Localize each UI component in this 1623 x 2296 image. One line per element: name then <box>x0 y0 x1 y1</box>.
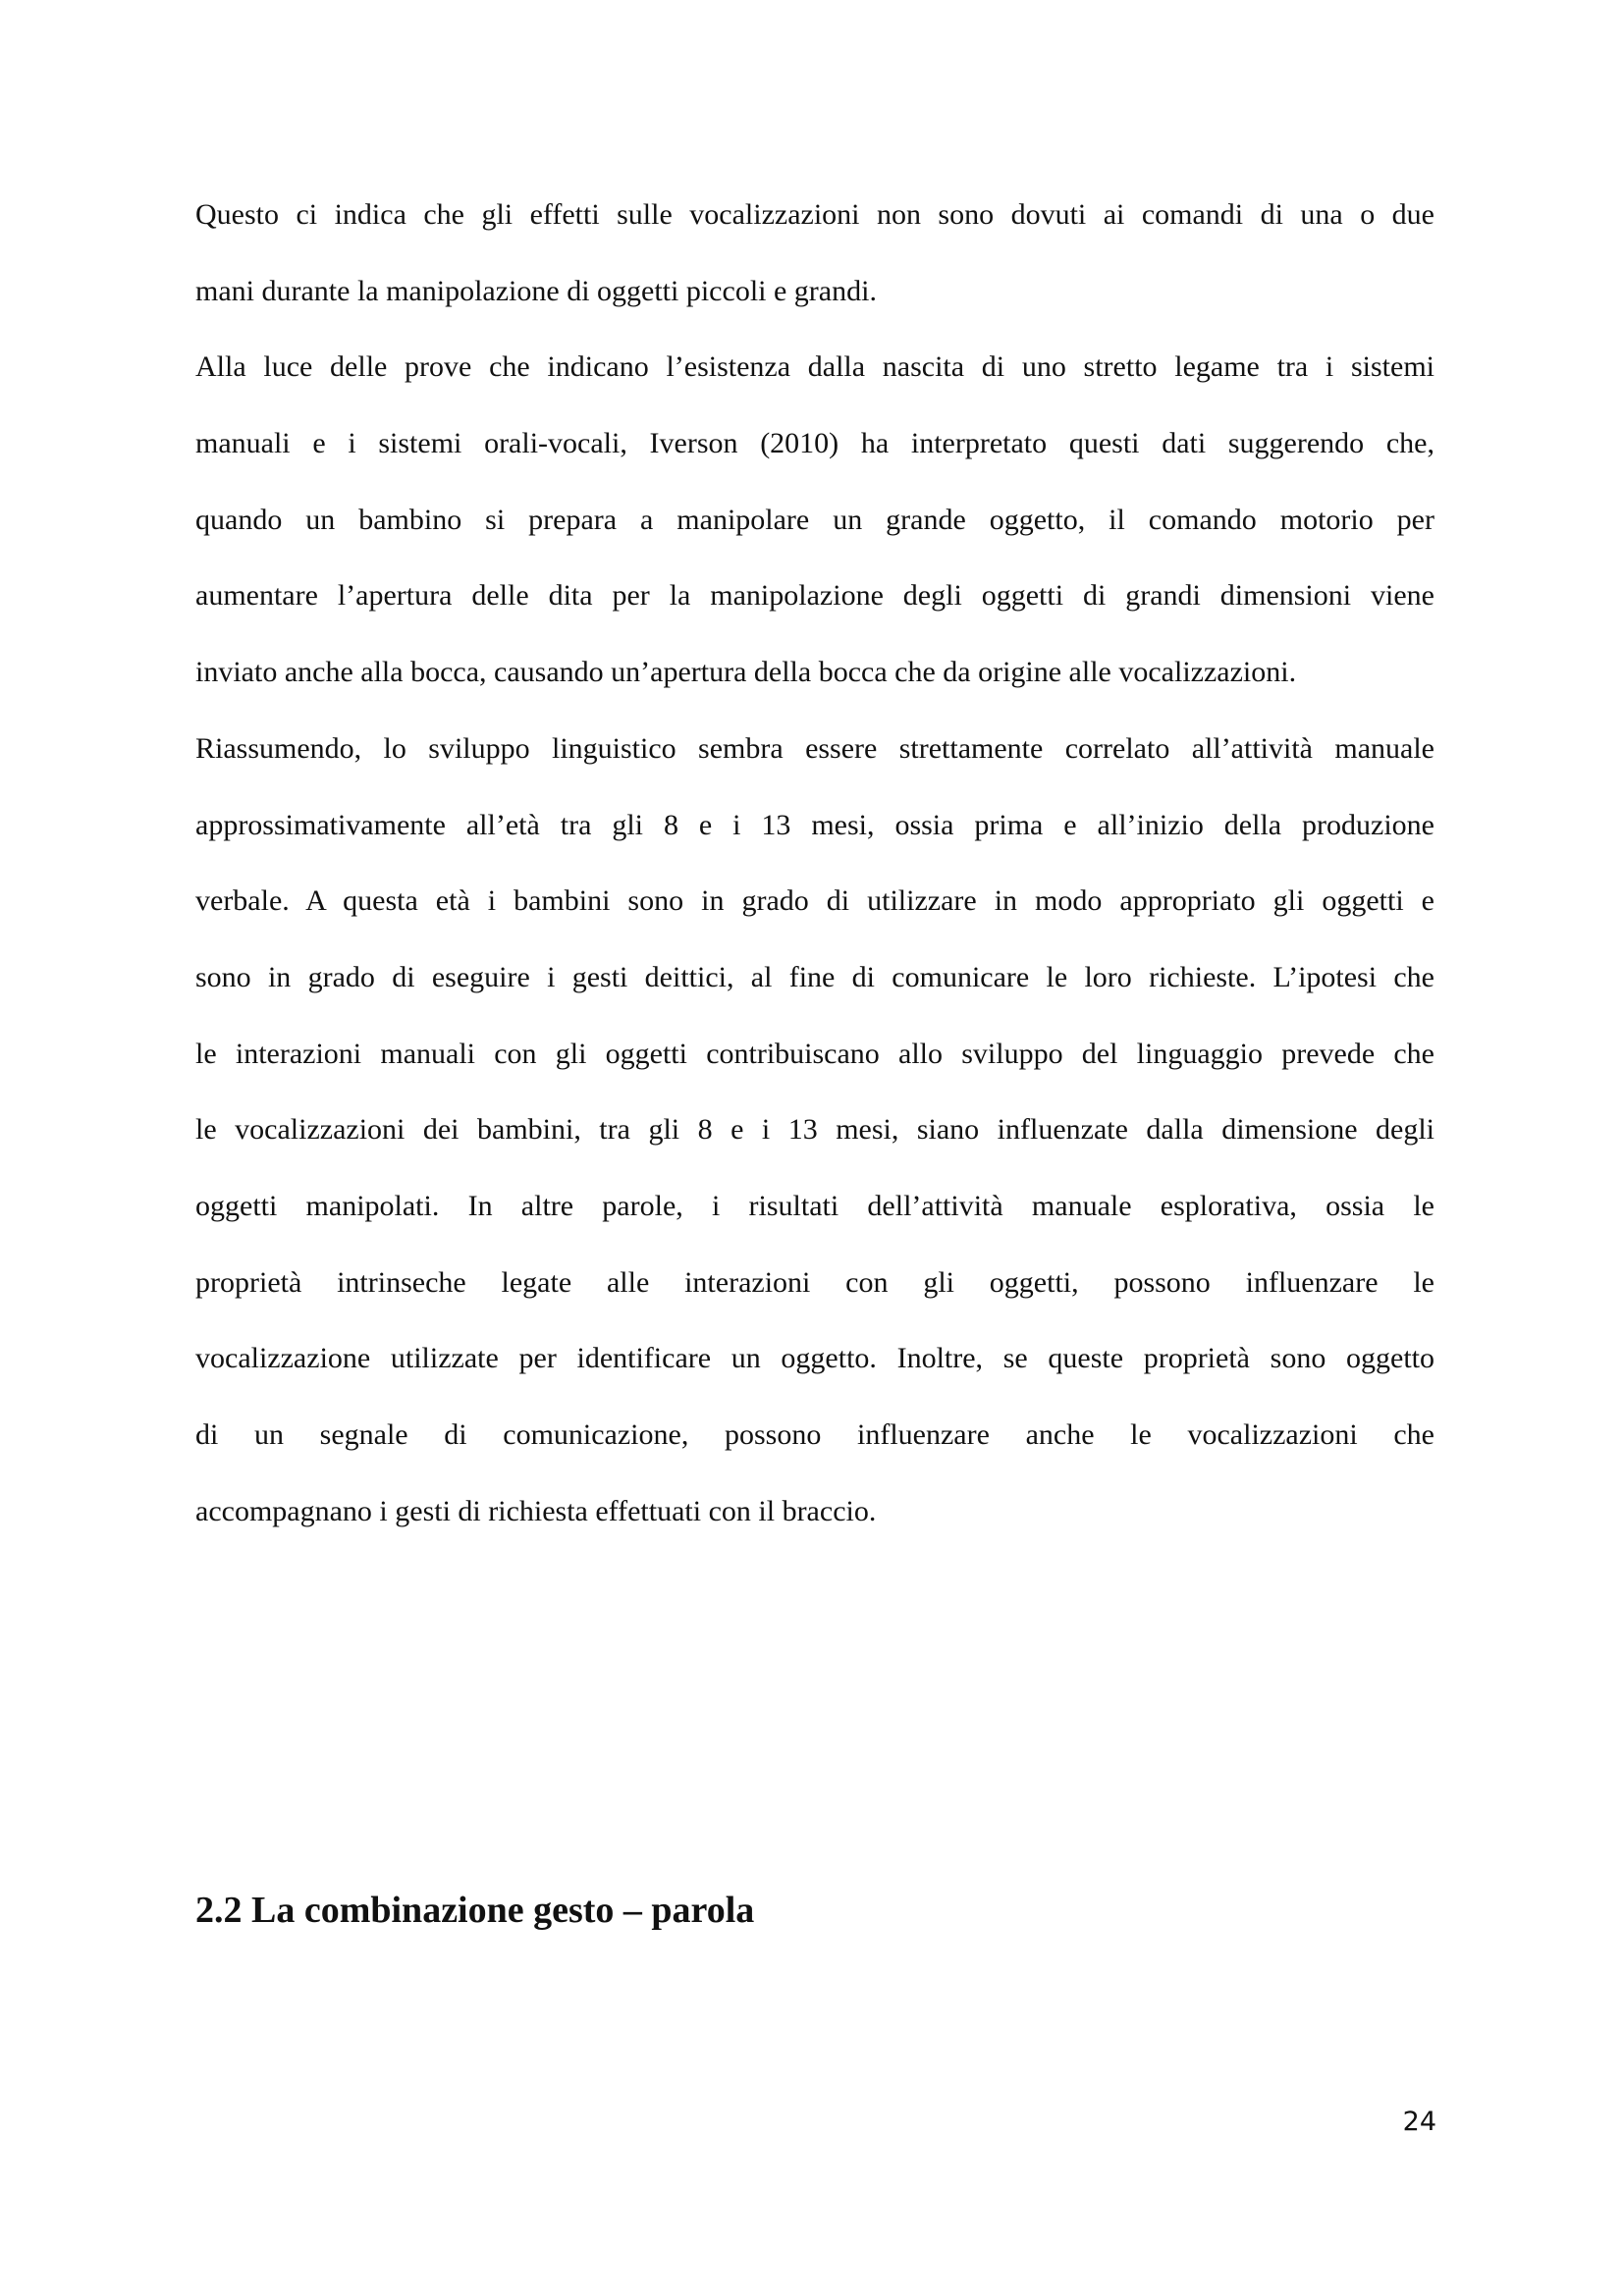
text-line: Alla luce delle prove che indicano l’esistenza dalla nascita di uno stretto legame tra i sistemi <box>195 350 1434 384</box>
text-line: vocalizzazione utilizzate per identificare un oggetto. Inoltre, se queste proprietà sono oggetto <box>195 1342 1434 1375</box>
text-line: Questo ci indica che gli effetti sulle vocalizzazioni non sono dovuti ai comandi di una o due <box>195 198 1434 231</box>
text-line: approssimativamente all’età tra gli 8 e i 13 mesi, ossia prima e all’inizio della produzione <box>195 808 1434 841</box>
text-line: proprietà intrinseche legate alle interazioni con gli oggetti, possono influenzare le <box>195 1265 1434 1299</box>
text-line: mani durante la manipolazione di oggetti piccoli e grandi. <box>195 274 877 307</box>
text-line: accompagnano i gesti di richiesta effettuati con il braccio. <box>195 1494 877 1527</box>
body-text <box>195 187 1434 1559</box>
text-line: quando un bambino si prepara a manipolare un grande oggetto, il comando motorio per <box>195 503 1434 536</box>
text-line: manuali e i sistemi orali-vocali, Iverson (2010) ha interpretato questi dati suggerendo che, <box>195 427 1434 460</box>
text-line: di un segnale di comunicazione, possono influenzare anche le vocalizzazioni che <box>195 1418 1434 1451</box>
page-number: 24 <box>1402 2107 1436 2137</box>
text-line: sono in grado di eseguire i gesti deittici, al fine di comunicare le loro richieste. L’ipotesi che <box>195 960 1434 993</box>
text-line: le vocalizzazioni dei bambini, tra gli 8 e i 13 mesi, siano influenzate dalla dimensione degli <box>195 1113 1434 1147</box>
text-line: inviato anche alla bocca, causando un’apertura della bocca che da origine alle vocalizzazioni. <box>195 656 1297 689</box>
text-line: le interazioni manuali con gli oggetti contribuiscano allo sviluppo del linguaggio prevede che <box>195 1037 1434 1070</box>
section-heading: 2.2 La combinazione gesto – parola <box>195 1890 755 1931</box>
text-line: verbale. A questa età i bambini sono in grado di utilizzare in modo appropriato gli oggetti e <box>195 884 1434 918</box>
text-line: Riassumendo, lo sviluppo linguistico sembra essere strettamente correlato all’attività manuale <box>195 731 1434 765</box>
text-line: oggetti manipolati. In altre parole, i risultati dell’attività manuale esplorativa, ossia le <box>195 1189 1434 1222</box>
text-line: aumentare l’apertura delle dita per la manipolazione degli oggetti di grandi dimensioni viene <box>195 579 1434 613</box>
